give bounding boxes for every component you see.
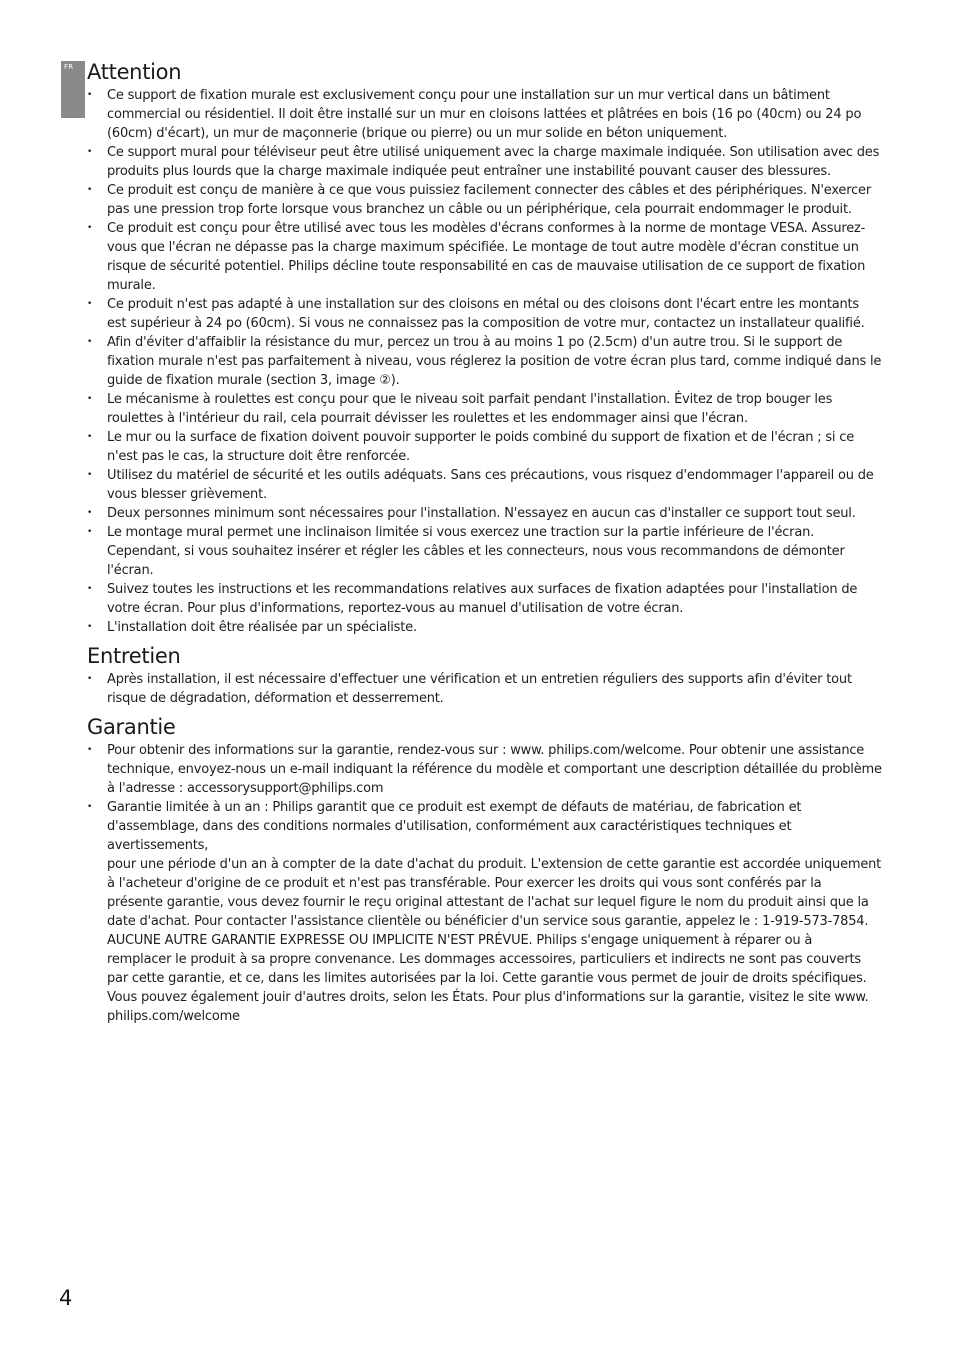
bullet-icon: •	[87, 337, 93, 347]
list-item	[87, 86, 893, 143]
list-item-text: Ce support mural pour téléviseur peut être utilisé uniquement avec la charge maximale indiquée. Son utilisation avec des produits plus lourds que la charge maximale indiquée peut entraîner une instabilité pouvant causer des blessures.	[107, 145, 880, 179]
list-item	[87, 523, 893, 580]
list-item	[87, 181, 893, 219]
list-item	[87, 504, 893, 523]
bullet-icon: •	[87, 223, 93, 233]
list-item-text: Suivez toutes les instructions et les recommandations relatives aux surfaces de fixation adaptées pour l'installation de votre écran. Pour plus d'informations, reportez-vous au manuel d'utilisation de votre écran.	[107, 582, 858, 616]
section-title-entretien: Entretien	[87, 644, 181, 668]
list-item-text: Garantie limitée à un an : Philips garantit que ce produit est exempt de défauts de matériau, de fabrication et d'assemblage, dans des conditions normales d'utilisation, conformément aux caractéristiques techniques et avertissements, pour une période d'un an à compter de la date d'achat du produit. L'extension de cette garantie est accordée uniquement à l'acheteur d'origine de ce produit et n'est pas transférable. Pour exercer les droits qui vous sont conférés par la présente garantie, vous devez fournir le reçu original attestant de l'achat sur lequel figure le nom du produit ainsi que la date d'achat. Pour contacter l'assistance clientèle ou bénéficier d'un service sous garantie, appelez le : 1-919-573-7854. AUCUNE AUTRE GARANTIE EXPRESSE OU IMPLICITE N'EST PRÉVUE. Philips s'engage uniquement à réparer ou à remplacer le produit à sa propre convenance. Les dommages accessoires, particuliers et indirects ne sont pas couverts par cette garantie, et ce, dans les limites autorisées par la loi. Cette garantie vous permet de jouir de droits spécifiques. Vous pouvez également jouir d'autres droits, selon les États. Pour plus d'informations sur la garantie, visitez le site www. philips.com/welcome	[107, 800, 882, 1024]
section-attention	[87, 58, 893, 637]
page-content	[87, 58, 893, 1026]
bullet-icon: •	[87, 470, 93, 480]
list-item-text: Le mécanisme à roulettes est conçu pour que le niveau soit parfait pendant l'installation. Évitez de trop bouger les roulettes à l'intérieur du rail, cela pourrait dévisser les roulettes et les endommager ainsi que l'écran.	[107, 392, 833, 426]
bullet-icon: •	[87, 802, 93, 812]
list-item-text: Ce support de fixation murale est exclusivement conçu pour une installation sur un mur vertical dans un bâtiment commercial ou résidentiel. Il doit être installé sur un mur en cloisons lattées et plâtrées en bois (16 po (40cm) ou 24 po (60cm) d'écart), un mur de maçonnerie (brique ou pierre) ou un mur solide en béton uniquement.	[107, 88, 862, 141]
bullet-icon: •	[87, 584, 93, 594]
language-tab	[61, 61, 85, 118]
entretien-list	[87, 670, 893, 708]
list-item	[87, 798, 893, 1026]
bullet-icon: •	[87, 432, 93, 442]
page-number: 4	[59, 1286, 73, 1310]
bullet-icon: •	[87, 90, 93, 100]
bullet-icon: •	[87, 508, 93, 518]
list-item-text: Afin d'éviter d'affaiblir la résistance du mur, percez un trou à au moins 1 po (2.5cm) d'un autre trou. Si le support de fixation murale n'est pas parfaitement à niveau, vous réglerez la position de votre écran plus tard, comme indiqué dans le guide de fixation murale (section 3, image ②).	[107, 335, 882, 388]
bullet-icon: •	[87, 745, 93, 755]
bullet-icon: •	[87, 394, 93, 404]
section-entretien	[87, 642, 893, 708]
bullet-icon: •	[87, 527, 93, 537]
list-item-text: Ce produit n'est pas adapté à une installation sur des cloisons en métal ou des cloisons dont l'écart entre les montants est supérieur à 24 po (60cm). Si vous ne connaissez pas la composition de votre mur, contactez un installateur qualifié.	[107, 297, 865, 331]
list-item	[87, 219, 893, 295]
bullet-icon: •	[87, 299, 93, 309]
list-item-text: Utilisez du matériel de sécurité et les outils adéquats. Sans ces précautions, vous risquez d'endommager l'appareil ou de vous blesser grièvement.	[107, 468, 874, 502]
section-title-attention: Attention	[87, 60, 182, 84]
list-item	[87, 428, 893, 466]
list-item	[87, 741, 893, 798]
section-title-garantie: Garantie	[87, 715, 176, 739]
section-garantie	[87, 713, 893, 1026]
list-item	[87, 390, 893, 428]
list-item-text: Ce produit est conçu de manière à ce que vous puissiez facilement connecter des câbles et des périphériques. N'exercer pas une pression trop forte lorsque vous branchez un câble ou un périphérique, cela pourrait endommager le produit.	[107, 183, 871, 217]
bullet-icon: •	[87, 674, 93, 684]
list-item-text: Ce produit est conçu pour être utilisé avec tous les modèles d'écrans conformes à la norme de montage VESA. Assurez- vous que l'écran ne dépasse pas la charge maximum spécifiée. Le montage de tout autre modèle d'écran constitue un risque de sécurité potentiel. Philips décline toute responsabilité en cas de mauvaise utilisation de ce support de fixation murale.	[107, 221, 866, 293]
bullet-icon: •	[87, 147, 93, 157]
bullet-icon: •	[87, 622, 93, 632]
list-item-text: Après installation, il est nécessaire d'effectuer une vérification et un entretien réguliers des supports afin d'éviter tout risque de dégradation, déformation et desserrement.	[107, 672, 852, 706]
list-item	[87, 143, 893, 181]
attention-list	[87, 86, 893, 637]
list-item	[87, 580, 893, 618]
list-item	[87, 295, 893, 333]
list-item-text: Le montage mural permet une inclinaison limitée si vous exercez une traction sur la partie inférieure de l'écran. Cependant, si vous souhaitez insérer et régler les câbles et les connecteurs, nous vous recommandons de démonter l'écran.	[107, 525, 845, 578]
list-item-text: Pour obtenir des informations sur la garantie, rendez-vous sur : www. philips.com/welcome. Pour obtenir une assistance technique, envoyez-nous un e-mail indiquant la référence du modèle et comportant une description détaillée du problème à l'adresse : accessorysupport@philips.com	[107, 743, 882, 796]
list-item-text: L'installation doit être réalisée par un spécialiste.	[107, 620, 417, 635]
list-item	[87, 670, 893, 708]
garantie-list	[87, 741, 893, 1026]
list-item-text: Le mur ou la surface de fixation doivent pouvoir supporter le poids combiné du support de fixation et de l'écran ; si ce n'est pas le cas, la structure doit être renforcée.	[107, 430, 854, 464]
list-item	[87, 618, 893, 637]
language-tab-label: FR	[64, 63, 74, 71]
bullet-icon: •	[87, 185, 93, 195]
list-item-text: Deux personnes minimum sont nécessaires pour l'installation. N'essayez en aucun cas d'installer ce support tout seul.	[107, 506, 856, 521]
list-item	[87, 466, 893, 504]
list-item	[87, 333, 893, 390]
